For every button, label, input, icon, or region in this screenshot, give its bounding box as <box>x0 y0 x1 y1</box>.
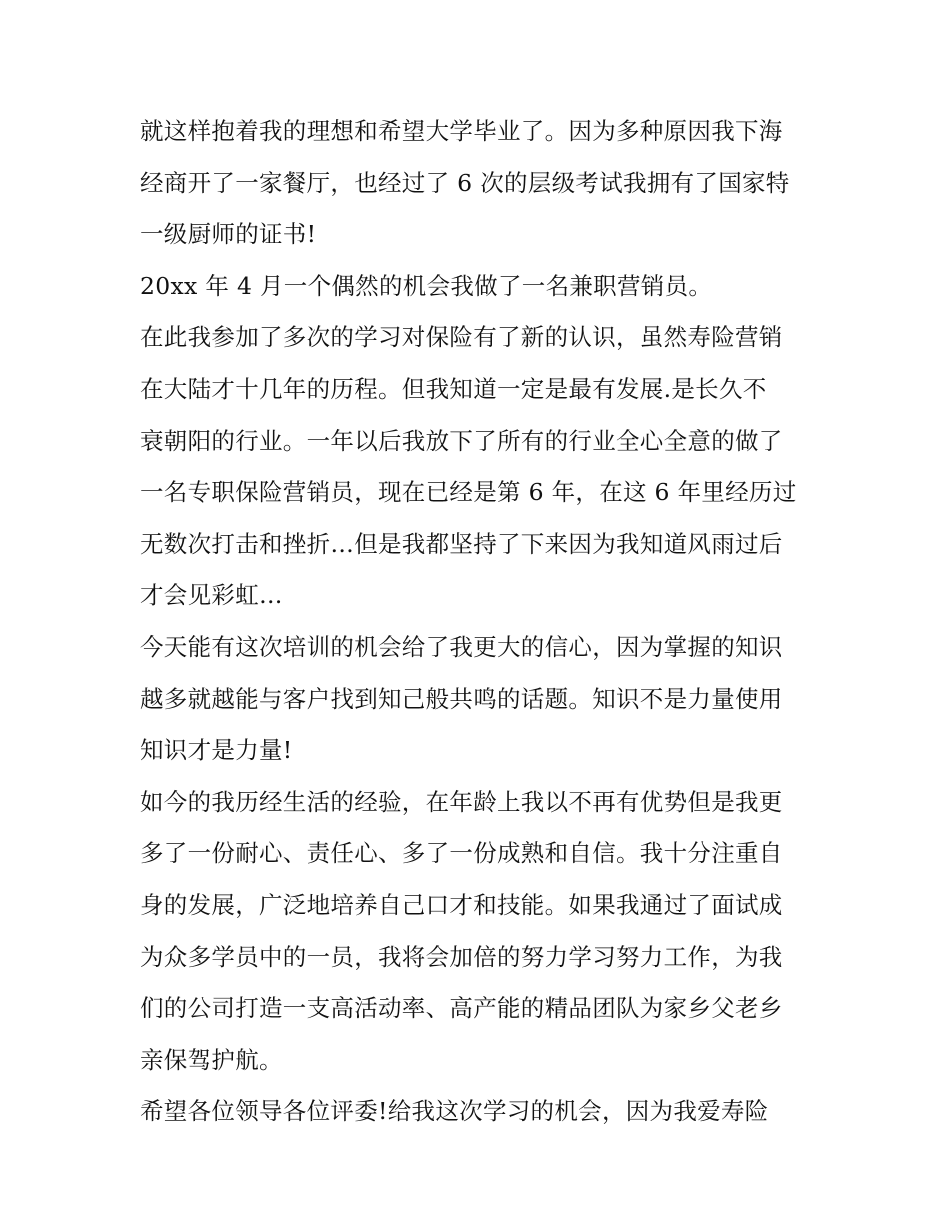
text-line: 就这样抱着我的理想和希望大学毕业了。因为多种原因我下海 <box>140 117 783 145</box>
text-line: 知识才是力量! <box>140 736 293 765</box>
text-line: 们的公司打造一支高活动率、高产能的精品团队为家乡父老乡 <box>140 994 783 1023</box>
document-body <box>140 106 820 1138</box>
text-line: 多了一份耐心、责任心、多了一份成熟和自信。我十分注重自 <box>140 839 783 868</box>
text-line: 无数次打击和挫折…但是我都坚持了下来因为我知道风雨过后 <box>140 529 783 558</box>
text-line: 希望各位领导各位评委!给我这次学习的机会，因为我爱寿险 <box>140 1097 769 1126</box>
text-line: 为众多学员中的一员，我将会加倍的努力学习努力工作，为我 <box>140 942 783 971</box>
text-line: 越多就越能与客户找到知己般共鸣的话题。知识不是力量使用 <box>140 684 783 713</box>
text-line: 才会见彩虹… <box>140 581 283 610</box>
text-line: 20xx 年 4 月一个偶然的机会我做了一名兼职营销员。 <box>140 271 713 300</box>
text-line: 一级厨师的证书! <box>140 220 317 249</box>
text-line: 今天能有这次培训的机会给了我更大的信心，因为掌握的知识 <box>140 632 783 661</box>
text-line: 如今的我历经生活的经验，在年龄上我以不再有优势但是我更 <box>140 787 783 816</box>
text-line: 经商开了一家餐厅，也经过了 6 次的层级考试我拥有了国家特 <box>140 168 790 197</box>
text-line: 在此我参加了多次的学习对保险有了新的认识，虽然寿险营销 <box>140 323 783 352</box>
text-line: 亲保驾护航。 <box>140 1045 283 1074</box>
text-line: 一名专职保险营销员，现在已经是第 6 年，在这 6 年里经历过 <box>140 478 797 507</box>
text-line: 衰朝阳的行业。一年以后我放下了所有的行业全心全意的做了 <box>140 426 783 455</box>
text-line: 在大陆才十几年的历程。但我知道一定是最有发展.是长久不 <box>140 374 767 403</box>
text-line: 身的发展，广泛地培养自己口才和技能。如果我通过了面试成 <box>140 890 783 919</box>
